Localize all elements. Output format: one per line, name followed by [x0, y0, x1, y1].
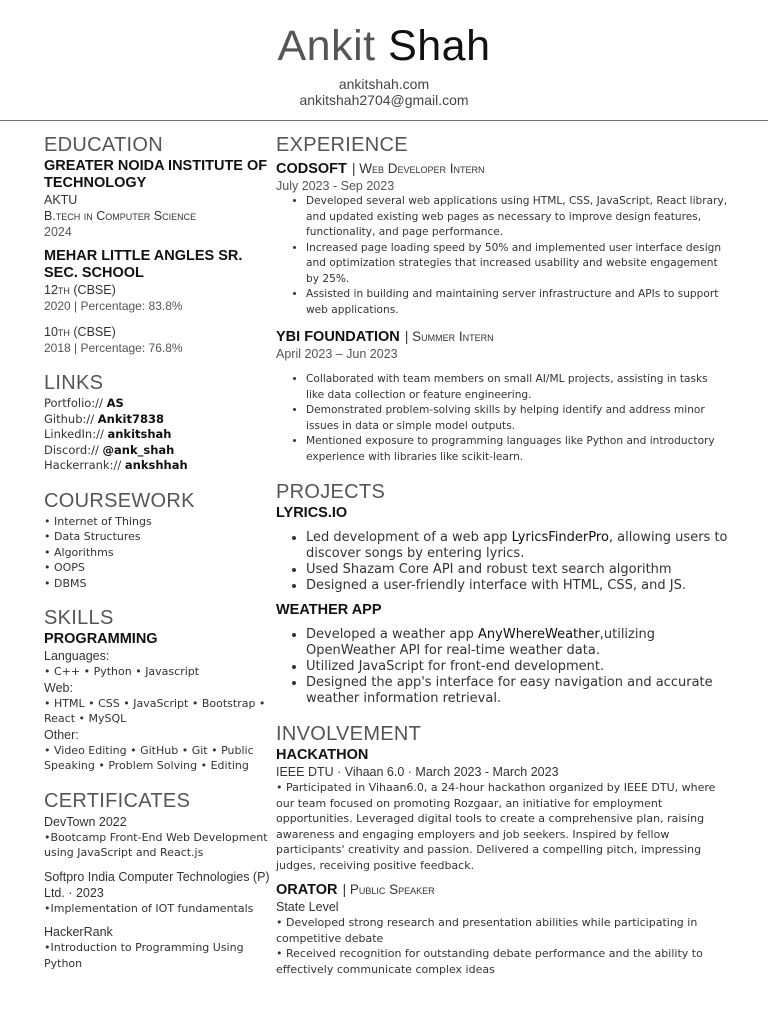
course-item: • Algorithms [44, 545, 114, 559]
degree: B.tech in Computer Science [44, 209, 197, 223]
left-column [44, 132, 274, 971]
bullet: • Utilized JavaScript for front-end development. [306, 659, 728, 675]
bullet: • Designed the app's interface for easy navigation and accurate weather information retrieval. [306, 675, 728, 707]
project-name: LYRICS.IO [276, 505, 348, 521]
link-item[interactable]: Discord:// @ank_shah [44, 442, 175, 457]
cert-desc: •Implementation of IOT fundamentals [44, 901, 254, 915]
skills-subheading: PROGRAMMING [44, 631, 158, 647]
school-name: MEHAR LITTLE ANGLES SR. SEC. SCHOOL [44, 248, 243, 281]
right-column [276, 132, 728, 977]
involvement-para: • Received recognition for outstanding debate performance and the ability to effectively communicate complex ideas [276, 947, 703, 976]
class-level: 12th (CBSE) [44, 283, 116, 297]
class-level: 10th (CBSE) [44, 325, 116, 339]
involvement-heading: INVOLVEMENT [276, 723, 422, 745]
bullet: • Assisted in building and maintaining server infrastructure and APIs to support web applications. [306, 287, 728, 318]
website-link[interactable]: ankitshah.com [338, 76, 430, 92]
degree-year: 2024 [44, 225, 72, 239]
cert-desc: •Bootcamp Front-End Web Development using JavaScript and React.js [44, 830, 268, 859]
involvement-sub: State Level [276, 900, 339, 914]
involvement-name: ORATOR [276, 882, 338, 898]
cert-issuer: DevTown 2022 [44, 814, 127, 829]
role-title: | Public Speaker [342, 882, 435, 897]
first-name: Ankit [277, 22, 376, 70]
skills-label: Web: [44, 680, 73, 695]
bullet: • Developed a weather app AnyWhereWeather,utilizing OpenWeather API for real-time weather data. [306, 627, 728, 659]
cert-desc: •Introduction to Programming Using Python [44, 941, 244, 970]
skills-label: Other: [44, 727, 79, 742]
course-item: • OOPS [44, 561, 85, 574]
bullet: • Increased page loading speed by 50% and implemented user interface design and optimization strategies that increased usability and website engagement by 25%. [306, 241, 728, 288]
bullet: • Developed several web applications using HTML, CSS, JavaScript, React library, and updated existing web pages as necessary to improve design features, functionality, and page performance. [306, 194, 728, 241]
class-detail: 2020 | Percentage: 83.8% [44, 299, 183, 313]
cert-issuer: HackerRank [44, 925, 113, 939]
projects-heading: PROJECTS [276, 481, 386, 503]
certificates-heading: CERTIFICATES [44, 789, 191, 812]
bullet: • Used Shazam Core API and robust text search algorithm [306, 562, 728, 578]
course-item: • DBMS [44, 576, 87, 590]
skills-label: Languages: [44, 649, 110, 663]
email-link[interactable]: ankitshah2704@gmail.com [299, 92, 469, 108]
class-detail: 2018 | Percentage: 76.8% [44, 341, 183, 355]
last-name: Shah [388, 22, 491, 70]
bullet: • Led development of a web app LyricsFinderPro, allowing users to discover songs by entering lyrics. [306, 530, 728, 562]
role-title: | Web Developer Intern [351, 161, 485, 176]
school-name: GREATER NOIDA INSTITUTE OF TECHNOLOGY [44, 158, 268, 191]
involvement-para: • Participated in Vihaan6.0, a 24-hour hackathon organized by IEEE DTU, where our team focused on promoting Rozgaar, an initiative for employment opportunities. Leveraged digital tools to create a comprehensive plan, raising awareness and engaging employers and job seekers. Inspired by fellow participants' creativity and passion. Delivered a compelling pitch, impressing judges, receiving positive feedback. [276, 781, 716, 872]
links-heading: LINKS [44, 372, 104, 394]
involvement-sub: IEEE DTU · Vihaan 6.0 · March 2023 - March 2023 [276, 765, 559, 779]
skills-line: • HTML • CSS • JavaScript • Bootstrap • [44, 696, 266, 710]
bullet-list [276, 194, 728, 318]
cert-issuer: Softpro India Computer Technologies (P) Ltd. · 2023 [44, 869, 270, 900]
involvement-para: • Developed strong research and presentation abilities while participating in competitive debate [276, 916, 698, 945]
header-divider [0, 120, 768, 121]
experience-entry [276, 158, 728, 178]
involvement-entry [276, 879, 728, 899]
bullet: • Collaborated with team members on small AI/ML projects, assisting in tasks like data collection or feature engineering. [306, 372, 728, 403]
course-item: • Internet of Things [44, 514, 152, 528]
bullet: • Mentioned exposure to programming languages like Python and introductory experience with libraries like scikit-learn. [306, 434, 728, 465]
link-item[interactable]: LinkedIn:// ankitshah [44, 427, 172, 441]
education-heading: EDUCATION [44, 134, 163, 156]
link-item[interactable]: Github:// Ankit7838 [44, 411, 164, 426]
dates: July 2023 - Sep 2023 [276, 179, 395, 193]
bullet-list [276, 627, 728, 707]
skills-line: • Video Editing • GitHub • Git • Public [44, 743, 254, 757]
role-title: | Summer Intern [404, 329, 494, 344]
project-name: WEATHER APP [276, 602, 382, 618]
bullet-list [276, 372, 728, 465]
bullet-list [276, 530, 728, 594]
bullet: • Designed a user-friendly interface with HTML, CSS, and JS. [306, 578, 728, 594]
org-name: YBI FOUNDATION [276, 329, 400, 345]
link-item[interactable]: Portfolio:// AS [44, 396, 124, 410]
skills-line: Speaking • Problem Solving • Editing [44, 759, 249, 772]
org-name: CODSOFT [276, 161, 347, 177]
link-item[interactable]: Hackerrank:// ankshhah [44, 458, 188, 472]
experience-entry [276, 326, 728, 346]
skills-heading: SKILLS [44, 607, 114, 629]
skills-line: React • MySQL [44, 712, 127, 725]
board: AKTU [44, 193, 78, 207]
dates: April 2023 – Jun 2023 [276, 347, 398, 361]
course-item: • Data Structures [44, 530, 141, 543]
resume-name [0, 22, 768, 71]
involvement-name: HACKATHON [276, 747, 369, 763]
experience-heading: EXPERIENCE [276, 134, 408, 156]
bullet: • Demonstrated problem-solving skills by helping identify and address minor issues in data or simple model outputs. [306, 403, 728, 434]
skills-line: • C++ • Python • Javascript [44, 665, 200, 678]
coursework-heading: COURSEWORK [44, 489, 195, 512]
